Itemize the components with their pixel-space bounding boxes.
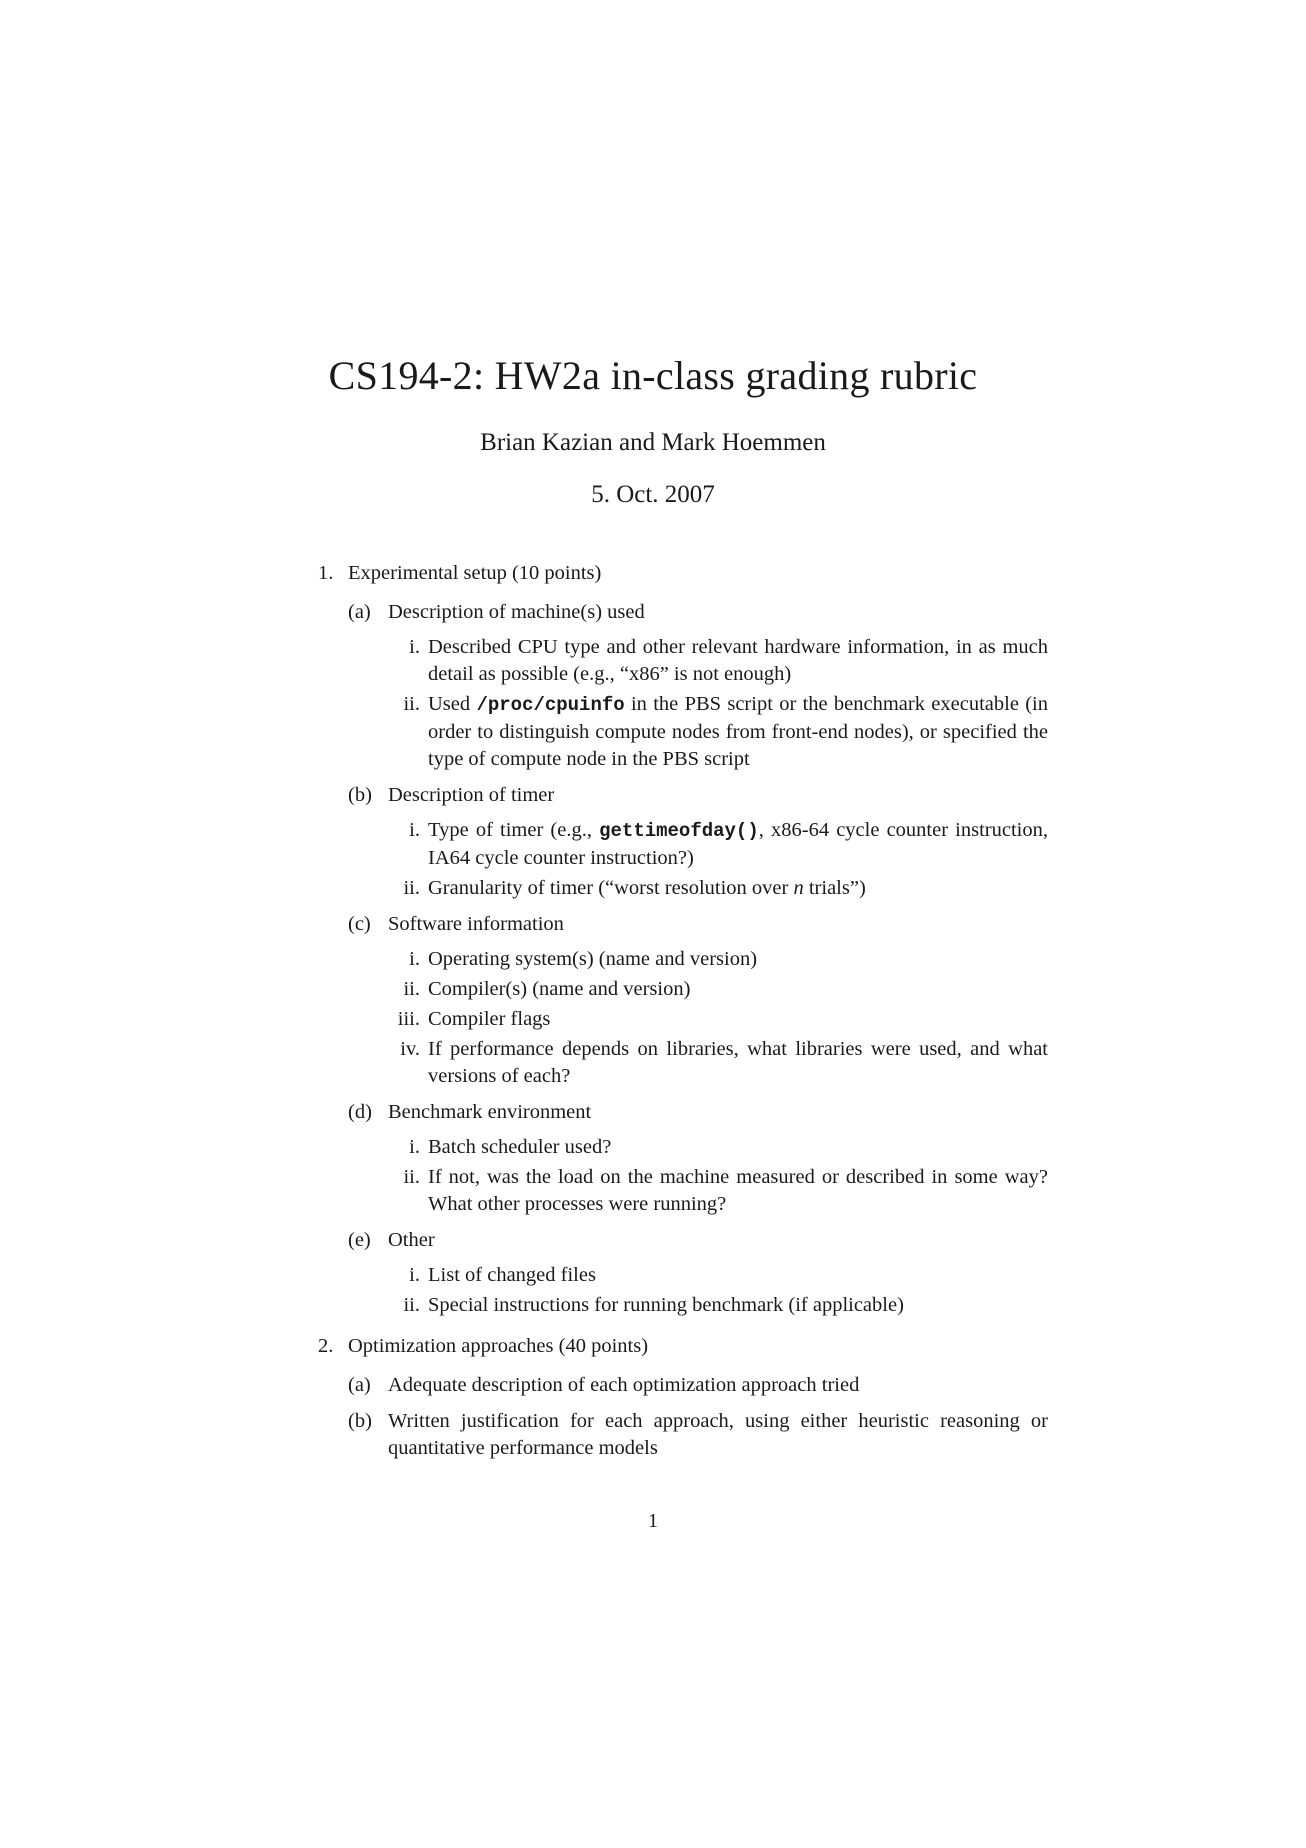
rubric-item — [348, 1408, 1048, 1462]
item-label: (d) — [348, 1101, 372, 1123]
item-label: (b) — [348, 784, 372, 806]
item-label: (a) — [348, 601, 371, 623]
subitem-label: ii. — [403, 1294, 420, 1316]
subitem-label: ii. — [403, 1166, 420, 1188]
rubric-items — [348, 1372, 1048, 1462]
rubric-item — [348, 599, 1048, 773]
subitem-text-part: Used — [428, 693, 477, 715]
rubric-item — [348, 1227, 1048, 1319]
item-text: Written justification for each approach, using either heuristic reasoning or quantitative performance models — [388, 1410, 1048, 1459]
item-label: (a) — [348, 1374, 371, 1396]
subitem-text: Batch scheduler used? — [428, 1136, 612, 1158]
item-label: (c) — [348, 913, 371, 935]
document-title: CS194-2: HW2a in-class grading rubric — [328, 353, 978, 398]
item-text: Adequate description of each optimization approach tried — [388, 1374, 860, 1396]
rubric-subitem — [388, 946, 1048, 973]
subitem-label: ii. — [403, 693, 420, 715]
item-text: Software information — [388, 913, 564, 935]
subitem-text: If performance depends on libraries, what libraries were used, and what versions of each? — [428, 1038, 1048, 1087]
item-label: (e) — [348, 1229, 371, 1251]
code-path: /proc/cpuinfo — [476, 694, 625, 716]
subitem-text — [428, 875, 1048, 902]
rubric-subitem — [388, 1036, 1048, 1090]
rubric-subitem — [388, 976, 1048, 1003]
subitem-text — [428, 691, 1048, 773]
rubric-item — [348, 1372, 1048, 1399]
rubric-subitem — [388, 817, 1048, 872]
page-number: 1 — [648, 1510, 658, 1532]
subitem-text-part: Described CPU type and other relevant hardware information, in as much detail as possible (e.g., “x86” is not enough) — [428, 636, 1048, 685]
rubric-subitem — [388, 1164, 1048, 1218]
subitem-label: i. — [409, 1136, 420, 1158]
subitem-text: List of changed files — [428, 1264, 596, 1286]
rubric-subitem — [388, 1262, 1048, 1289]
rubric-list — [318, 560, 1048, 1476]
subitem-text-part: trials”) — [803, 877, 866, 899]
subitem-text — [428, 634, 1048, 688]
item-text: Benchmark environment — [388, 1101, 592, 1123]
subitem-label: i. — [409, 819, 420, 841]
subitem-text: If not, was the load on the machine measured or described in some way? What other processes were running? — [428, 1166, 1048, 1215]
subitem-text: Compiler(s) (name and version) — [428, 978, 691, 1000]
subitem-label: iv. — [400, 1038, 420, 1060]
rubric-section — [318, 560, 1048, 1319]
item-text: Description of timer — [388, 784, 555, 806]
subitem-text-part: Granularity of timer (“worst resolution over — [428, 877, 794, 899]
rubric-subitem — [388, 634, 1048, 688]
document-date: 5. Oct. 2007 — [591, 481, 715, 508]
subitem-text-part: , x86-64 cycle counter instruction, IA64 cycle counter instruction?) — [428, 819, 1048, 869]
subitem-text — [428, 817, 1048, 872]
section-heading: Experimental setup (10 points) — [348, 562, 602, 584]
subitem-label: i. — [409, 1264, 420, 1286]
subitem-text: Compiler flags — [428, 1008, 551, 1030]
rubric-subitem — [388, 691, 1048, 773]
section-label: 2. — [318, 1335, 334, 1357]
rubric-subitems — [388, 817, 1048, 902]
rubric-subitems — [388, 1262, 1048, 1319]
rubric-subitem — [388, 875, 1048, 902]
item-label: (b) — [348, 1410, 372, 1432]
subitem-text-part: in the PBS script or the benchmark executable (in order to distinguish compute nodes from front-end nodes), or specified the type of compute node in the PBS script — [428, 693, 1048, 770]
rubric-subitem — [388, 1292, 1048, 1319]
rubric-subitem — [388, 1134, 1048, 1161]
item-text: Other — [388, 1229, 435, 1251]
rubric-items — [348, 599, 1048, 1319]
rubric-subitems — [388, 634, 1048, 773]
rubric-subitems — [388, 946, 1048, 1090]
rubric-item — [348, 911, 1048, 1090]
subitem-text-part: Type of timer (e.g., — [428, 819, 600, 841]
rubric-item — [348, 1099, 1048, 1218]
math-variable: n — [793, 877, 804, 899]
rubric-subitems — [388, 1134, 1048, 1218]
item-text: Description of machine(s) used — [388, 601, 645, 623]
rubric-section — [318, 1333, 1048, 1462]
code-function: gettimeofday() — [599, 820, 759, 842]
document-authors: Brian Kazian and Mark Hoemmen — [480, 429, 826, 456]
rubric-subitem — [388, 1006, 1048, 1033]
rubric-item — [348, 782, 1048, 902]
subitem-label: i. — [409, 948, 420, 970]
subitem-label: iii. — [397, 1008, 420, 1030]
subitem-text: Special instructions for running benchmark (if applicable) — [428, 1294, 904, 1316]
subitem-label: ii. — [403, 877, 420, 899]
subitem-label: i. — [409, 636, 420, 658]
section-heading: Optimization approaches (40 points) — [348, 1335, 649, 1357]
section-label: 1. — [318, 562, 334, 584]
subitem-label: ii. — [403, 978, 420, 1000]
subitem-text: Operating system(s) (name and version) — [428, 948, 758, 970]
